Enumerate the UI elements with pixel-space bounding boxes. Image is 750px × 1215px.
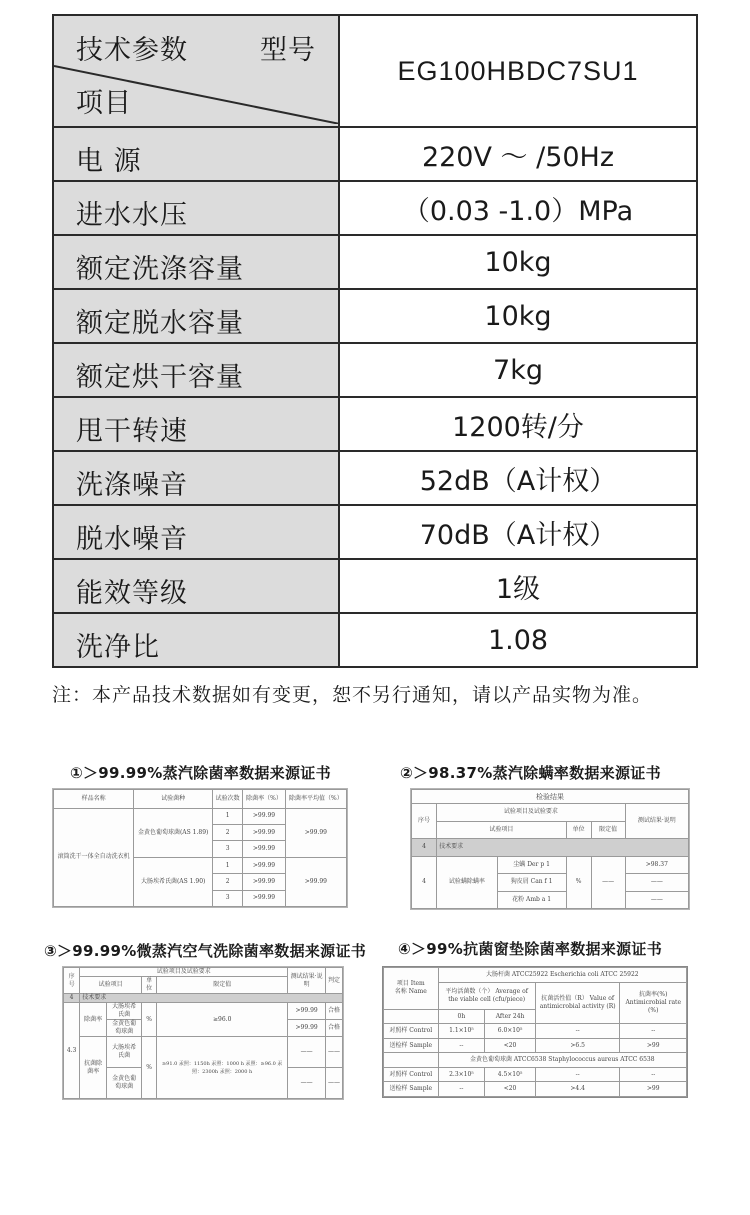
table-cell: 金黄色葡萄球菌 bbox=[107, 1068, 142, 1099]
spec-label: 能效等级 bbox=[53, 559, 339, 613]
table-cell: % bbox=[566, 856, 591, 908]
table-cell: 抗菌活性值（R） Value of antimicrobial activity (R) bbox=[535, 982, 620, 1024]
table-row bbox=[384, 968, 687, 983]
spec-row bbox=[53, 343, 697, 397]
table-row bbox=[412, 790, 689, 804]
table-cell: 试验菌种 bbox=[134, 790, 213, 809]
table-cell: 花粉 Amb a 1 bbox=[497, 891, 566, 908]
table-row bbox=[412, 804, 689, 821]
table-cell: -- bbox=[620, 1024, 687, 1039]
table-cell: -- bbox=[438, 1038, 485, 1053]
table-cell: 试验螨除螨率 bbox=[437, 856, 498, 908]
table-row bbox=[384, 1067, 687, 1082]
table-row bbox=[384, 1082, 687, 1097]
table-cell: >99.99 bbox=[243, 808, 285, 824]
spec-table bbox=[52, 14, 698, 668]
corner-label: Item bbox=[410, 980, 425, 988]
table-cell: 金黄色葡萄球菌 ATCC6538 Staphylococcus aureus ATCC 6538 bbox=[438, 1053, 686, 1068]
spec-value: 10kg bbox=[339, 235, 697, 289]
table-cell: 除菌率平均值（%） bbox=[285, 790, 346, 809]
table-cell: >98.37 bbox=[625, 856, 688, 873]
table-cell bbox=[384, 968, 439, 1010]
table-cell: —— bbox=[625, 874, 688, 891]
table-cell: 2.3×10⁵ bbox=[438, 1067, 485, 1082]
spec-row bbox=[53, 235, 697, 289]
table-cell: 4 bbox=[412, 856, 437, 908]
table-caption: 检验结果 bbox=[412, 790, 689, 804]
table-cell: 试验次数 bbox=[213, 790, 243, 809]
table-cell: >99.99 bbox=[288, 1003, 326, 1020]
table-row bbox=[64, 968, 343, 977]
spec-value: 1级 bbox=[339, 559, 697, 613]
table-cell: >99 bbox=[620, 1082, 687, 1097]
cert-2-table bbox=[411, 789, 689, 909]
table-cell: —— bbox=[288, 1037, 326, 1068]
spec-label: 额定洗涤容量 bbox=[53, 235, 339, 289]
table-cell: 0h bbox=[438, 1009, 485, 1024]
table-cell: 6.0×10⁵ bbox=[485, 1024, 536, 1039]
table-cell: After 24h bbox=[485, 1009, 536, 1024]
corner-label: Name bbox=[408, 988, 427, 996]
cert-4-image bbox=[382, 966, 688, 1098]
table-row bbox=[384, 1038, 687, 1053]
table-cell: 大肠埃希氏菌(AS 1.90) bbox=[134, 857, 213, 906]
table-cell: <20 bbox=[485, 1082, 536, 1097]
table-cell: 2 bbox=[213, 825, 243, 841]
table-cell: -- bbox=[535, 1024, 620, 1039]
header-item: 项目 bbox=[76, 88, 132, 119]
table-row bbox=[54, 790, 347, 809]
spec-row bbox=[53, 289, 697, 343]
table-row bbox=[54, 808, 347, 824]
table-cell: 技术要求 bbox=[80, 994, 343, 1003]
table-cell: 试验项目及试验要求 bbox=[437, 804, 626, 821]
table-cell: —— bbox=[288, 1068, 326, 1099]
header-params: 技术参数 bbox=[76, 35, 188, 66]
table-cell: 判定 bbox=[325, 968, 342, 994]
table-row bbox=[412, 856, 689, 873]
spec-label: 额定脱水容量 bbox=[53, 289, 339, 343]
table-cell: 对照样 Control bbox=[384, 1067, 439, 1082]
table-cell: 4.3 bbox=[64, 1003, 80, 1099]
table-cell: -- bbox=[438, 1082, 485, 1097]
table-cell: 限定值 bbox=[591, 821, 625, 838]
cert-3-table bbox=[63, 967, 343, 1099]
spec-value: 70dB（A计权） bbox=[339, 505, 697, 559]
table-cell: >6.5 bbox=[535, 1038, 620, 1053]
spec-value: （0.03 -1.0）MPa bbox=[339, 181, 697, 235]
spec-label: 进水水压 bbox=[53, 181, 339, 235]
table-cell: 1.1×10⁵ bbox=[438, 1024, 485, 1039]
table-cell bbox=[384, 1053, 439, 1068]
table-cell: 序号 bbox=[412, 804, 437, 839]
spec-row bbox=[53, 127, 697, 181]
table-cell: 对照样 Control bbox=[384, 1024, 439, 1039]
cert-3-image bbox=[62, 966, 344, 1100]
spec-value: 1200转/分 bbox=[339, 397, 697, 451]
table-cell: 平均活菌数（个） Average of the viable cell (cfu/piece) bbox=[438, 982, 535, 1009]
spec-row bbox=[53, 559, 697, 613]
table-cell: >99.99 bbox=[285, 857, 346, 906]
table-cell: 试验项目 bbox=[437, 821, 567, 838]
table-cell: —— bbox=[591, 856, 625, 908]
table-cell: -- bbox=[620, 1067, 687, 1082]
spec-value: 220V ～ /50Hz bbox=[339, 127, 697, 181]
spec-label: 洗涤噪音 bbox=[53, 451, 339, 505]
table-cell: 试验项目及试验要求 bbox=[80, 968, 288, 977]
spec-value: 10kg bbox=[339, 289, 697, 343]
table-row bbox=[64, 994, 343, 1003]
table-cell: —— bbox=[625, 891, 688, 908]
table-row bbox=[64, 1037, 343, 1068]
table-cell: >4.4 bbox=[535, 1082, 620, 1097]
table-cell: 4 bbox=[412, 839, 437, 856]
table-cell: 试验项目 bbox=[80, 977, 142, 994]
spec-label: 额定烘干容量 bbox=[53, 343, 339, 397]
cert-1-table bbox=[53, 789, 347, 907]
table-cell: 滚筒洗干一体全自动洗衣机 bbox=[54, 808, 134, 906]
table-cell: -- bbox=[535, 1067, 620, 1082]
table-cell: 送检样 Sample bbox=[384, 1038, 439, 1053]
table-cell: 测试结果·说明 bbox=[288, 968, 326, 994]
table-cell: >99.99 bbox=[243, 890, 285, 906]
table-cell: 大肠杆菌 ATCC25922 Escherichia coli ATCC 25922 bbox=[438, 968, 686, 983]
table-cell: % bbox=[142, 1003, 157, 1037]
table-cell: 4.5×10⁵ bbox=[485, 1067, 536, 1082]
spec-value: 1.08 bbox=[339, 613, 697, 667]
spec-label: 脱水噪音 bbox=[53, 505, 339, 559]
table-cell: 除菌率（%） bbox=[243, 790, 285, 809]
cert-4-table bbox=[383, 967, 687, 1097]
spec-row bbox=[53, 451, 697, 505]
table-cell: >99.99 bbox=[243, 857, 285, 873]
table-cell: 抗菌除菌率 bbox=[80, 1037, 107, 1099]
table-cell: 送检样 Sample bbox=[384, 1082, 439, 1097]
table-cell: <20 bbox=[485, 1038, 536, 1053]
table-cell: 1 bbox=[213, 857, 243, 873]
table-cell: >99.99 bbox=[243, 825, 285, 841]
table-cell: 1 bbox=[213, 808, 243, 824]
table-cell: 限定值 bbox=[157, 977, 288, 994]
table-cell: 单位 bbox=[142, 977, 157, 994]
table-cell: 金黄色葡萄球菌 bbox=[107, 1020, 142, 1037]
table-cell: % bbox=[142, 1037, 157, 1099]
table-row bbox=[412, 839, 689, 856]
disclaimer-note: 注：本产品技术数据如有变更，恕不另行通知，请以产品实物为准。 bbox=[52, 684, 653, 706]
corner-label: 名称 bbox=[394, 988, 407, 996]
spec-row bbox=[53, 397, 697, 451]
cert-1-image bbox=[52, 788, 348, 908]
table-cell: —— bbox=[325, 1037, 342, 1068]
spec-row bbox=[53, 613, 697, 667]
table-row bbox=[384, 1024, 687, 1039]
spec-value: 52dB（A计权） bbox=[339, 451, 697, 505]
model-number: EG100HBDC7SU1 bbox=[339, 15, 697, 127]
table-cell: 4 bbox=[64, 994, 80, 1003]
table-cell: 3 bbox=[213, 841, 243, 857]
table-cell: 技术要求 bbox=[437, 839, 689, 856]
table-cell: 序号 bbox=[64, 968, 80, 994]
table-cell: 狗皮屑 Can f 1 bbox=[497, 874, 566, 891]
table-row bbox=[384, 1053, 687, 1068]
table-cell: 合格 bbox=[325, 1020, 342, 1037]
table-cell: >99.99 bbox=[285, 808, 346, 857]
table-row bbox=[64, 1003, 343, 1020]
spec-row bbox=[53, 181, 697, 235]
cert-2-image bbox=[410, 788, 690, 910]
table-cell: 单位 bbox=[566, 821, 591, 838]
cert-2-title: ②＞98.37%蒸汽除螨率数据来源证书 bbox=[400, 764, 661, 782]
corner-label: 项目 bbox=[396, 980, 409, 988]
table-cell: 大肠埃希氏菌 bbox=[107, 1037, 142, 1068]
header-model: 型号 bbox=[260, 35, 316, 66]
table-cell: —— bbox=[325, 1068, 342, 1099]
table-cell: >99.99 bbox=[243, 874, 285, 890]
table-cell: 2 bbox=[213, 874, 243, 890]
spec-value: 7kg bbox=[339, 343, 697, 397]
spec-label: 电 源 bbox=[53, 127, 339, 181]
spec-label: 甩干转速 bbox=[53, 397, 339, 451]
spec-header-row bbox=[53, 15, 697, 127]
spec-label: 洗净比 bbox=[53, 613, 339, 667]
table-cell: 3 bbox=[213, 890, 243, 906]
cert-1-title: ①＞99.99%蒸汽除菌率数据来源证书 bbox=[70, 764, 331, 782]
table-cell: 测试结果·说明 bbox=[625, 804, 688, 839]
table-cell: 除菌率 bbox=[80, 1003, 107, 1037]
table-cell: 合格 bbox=[325, 1003, 342, 1020]
table-cell: >99.99 bbox=[243, 841, 285, 857]
table-cell: >99 bbox=[620, 1038, 687, 1053]
table-cell: ≥91.0 汞照：1150h 汞照：1000 h 汞照：≥96.0 汞照：2300h 汞照：2000 h bbox=[157, 1037, 288, 1099]
cert-4-title: ④＞99%抗菌窗垫除菌率数据来源证书 bbox=[398, 940, 663, 958]
table-cell bbox=[384, 1009, 439, 1024]
cert-3-title: ③＞99.99%微蒸汽空气洗除菌率数据来源证书 bbox=[44, 942, 367, 960]
table-cell: ≥96.0 bbox=[157, 1003, 288, 1037]
table-cell: 尘螨 Der p 1 bbox=[497, 856, 566, 873]
table-cell: 大肠埃希氏菌 bbox=[107, 1003, 142, 1020]
table-cell: 抗菌率(%) Antimicrobial rate (%) bbox=[620, 982, 687, 1024]
table-cell: 金黄色葡萄球菌(AS 1.89) bbox=[134, 808, 213, 857]
spec-header-cell bbox=[53, 15, 339, 127]
spec-row bbox=[53, 505, 697, 559]
table-cell: 样品名称 bbox=[54, 790, 134, 809]
table-cell: >99.99 bbox=[288, 1020, 326, 1037]
